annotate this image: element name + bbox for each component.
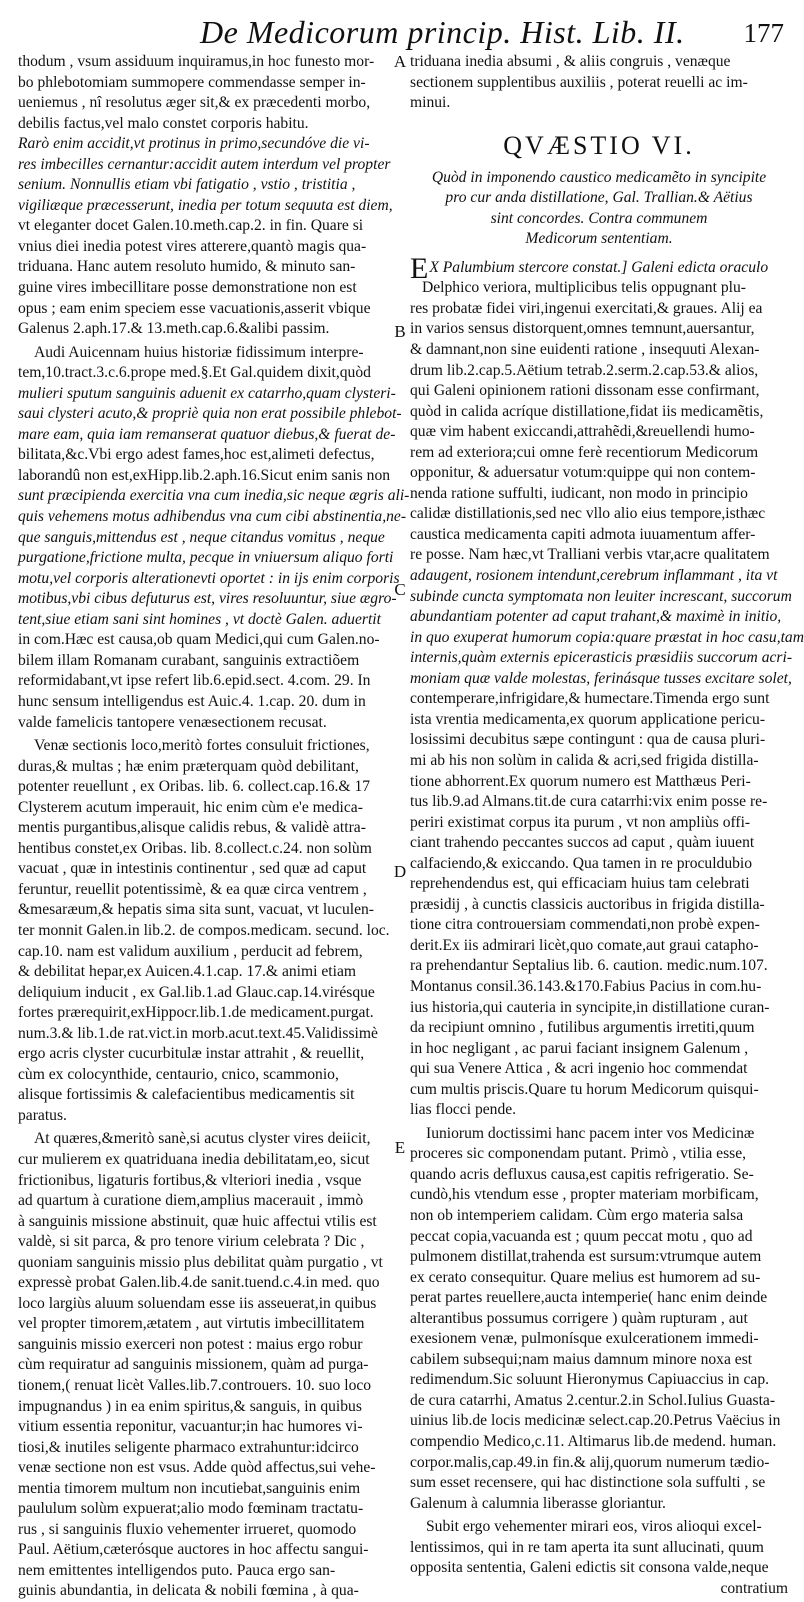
text-line: redimendum.Sic soluunt Hieronymus Capiuaccius in cap. <box>410 1371 770 1389</box>
question-subtitle-line: Medicorum sententiam. <box>525 230 673 248</box>
text-line: sunt præcipienda exercitia vna cum inedia,sic neque ægris ali- <box>18 487 410 505</box>
text-line: loco largiùs aluum soluendam esse iis asseuerat,in quibus <box>18 1294 377 1312</box>
text-line: paratus. <box>18 1106 67 1124</box>
text-line: subinde cuncta symptomata non leuiter increscant, succorum <box>410 587 792 605</box>
text-line: internis,quàm externis epicerasticis præsidiis succorum acri- <box>410 649 793 667</box>
text-line: periri existimat corpus ita purum , vt non ampliùs offi- <box>410 813 751 831</box>
text-line: guine vires imbecillitare posse demonstratione non est <box>18 279 357 297</box>
text-line: tione citra controuersiam commendati,non probè expen- <box>410 916 760 934</box>
text-line: non ob intemperiem calidam. Cùm ergo materia salsa <box>410 1206 744 1224</box>
text-line: potenter reuellunt , ex Oribas. lib. 6. collect.cap.16.& 17 <box>18 778 371 796</box>
text-line: & damnant,non sine euidenti ratione , insequuti Alexan- <box>410 341 760 359</box>
text-line: tem,10.tract.3.c.6.prope med.§.Et Gal.quidem dixit,quòd <box>18 364 371 382</box>
text-line: deliquium inducit , ex Gal.lib.1.ad Glauc.cap.14.virésque <box>18 983 375 1001</box>
text-line: quòd in calida acríque distillatione,fidat iis medicamẽtis, <box>410 402 764 420</box>
text-line: quis vehemens motus adhibendus vna cum cibi abstinentia,ne- <box>18 508 407 526</box>
text-line: reformidabant,vt ipse refert lib.6.epid.sect. 4.com. 29. In <box>18 672 371 690</box>
text-line: reprehendendus est, qui efficaciam huius tam celebrati <box>410 875 750 893</box>
text-line: quando acris defluxus causa,est capitis refrigeratio. Se- <box>410 1165 754 1183</box>
text-line: impugnandus ) in ea enim spiritus,& sanguis, in quibus <box>18 1397 362 1415</box>
text-line: præsidij , à cunctis classicis auctoribus in frigida distilla- <box>410 895 765 913</box>
text-line: in com.Hæc est causa,ob quam Medici,qui cum Galen.no- <box>18 631 380 649</box>
text-line: bilem illam Romanam curabant, sanguinis extractiõem <box>18 651 360 669</box>
text-line: tus lib.9.ad Almans.tit.de cura catarrhi:vix enim posse re- <box>410 793 768 811</box>
text-line: rem ad exteriora;cui omne ferè recentiorum Medicorum <box>410 443 759 461</box>
text-line: de cura catarrhi, Amatus 2.centur.2.in Schol.Iulius Guasta- <box>410 1391 776 1409</box>
text-line: alisque fortissimis & calefacientibus medicamentis sit <box>18 1086 355 1104</box>
text-line: Clysterem acutum imperauit, hic enim cùm e'e medica- <box>18 798 363 816</box>
text-line: mulieri sputum sanguinis aduenit ex catarrho,quam clysteri- <box>18 384 396 402</box>
text-line: Galenus 2.aph.17.& 13.meth.cap.6.&alibi passim. <box>18 320 330 338</box>
text-line: ueniemus , nî resolutus æger sit,& ex præcedenti morbo, <box>18 94 371 112</box>
text-line: triduana. Hanc autem resoluto humido, & minuto san- <box>18 258 356 276</box>
text-line: tent,siue etiam sani sint homines , vt doctè Galen. aduertit <box>18 610 381 628</box>
text-line: que sanguis,mittendus est , neque citandus vomitus , neque <box>18 528 385 546</box>
text-line: uinius lib.de locis medicinæ select.cap.20.Petrus Vaëcius in <box>410 1412 781 1430</box>
text-line: Paul. Aëtium,cæterósque auctores in hoc affectu sangui- <box>18 1541 369 1559</box>
text-line: caustica medicamenta capiti admota iuuamentum affer- <box>410 525 756 543</box>
text-line: pulmonem distillat,trahenda est sursum:vtrumque autem <box>410 1248 762 1266</box>
text-line: perat partes reuellere,aucta intemperie( hanc enim deinde <box>410 1289 768 1307</box>
text-line: cum multis priscis.Quare tu horum Medicorum quisqui- <box>410 1080 759 1098</box>
running-title: De Medicorum princip. Hist. Lib. II. <box>200 14 685 50</box>
text-line: debilis factus,vel malo constet corporis habitu. <box>18 114 309 132</box>
text-line: At quæres,&meritò sanè,si acutus clyster vires deiicit, <box>34 1130 371 1148</box>
text-line: mare eam, quia iam remanserat quatuor diebus,& fuerat de- <box>18 425 396 443</box>
text-line: senium. Nonnullis etiam vbi fatigatio , vstio , tristitia , <box>18 176 356 194</box>
text-line: opus ; eam enim speciem esse vacuationis,asserit vbique <box>18 299 371 317</box>
text-line: cùm ex colocynthide, centaurio, cnico, scammonio, <box>18 1065 339 1083</box>
text-line: à sanguinis missione abstinuit, quæ huic affectui vtilis est <box>18 1212 377 1230</box>
text-line: bilitata,&c.Vbi ergo adest fames,hoc est,alimeti defectus, <box>18 446 375 464</box>
text-line: abundantiam potenter ad caput trahant,& maximè in initio, <box>410 608 782 626</box>
text-line: vel propter timorem,ætatem , aut virtutis imbecillitatem <box>18 1315 365 1333</box>
text-line: laborandû non est,exHipp.lib.2.aph.16.Sicut enim sanis non <box>18 466 391 484</box>
text-line: duras,& multas ; hæ enim præterquam quòd debilitant, <box>18 757 359 775</box>
text-line: valdè, si sit parca, & pro tenore virium celebrata ? Dic , <box>18 1233 365 1251</box>
text-line: motibus,vbi cibus defuturus est, vires resoluuntur, siue ægro- <box>18 590 397 608</box>
text-line: num.3.& lib.1.de rat.vict.in morb.acut.text.45.Validissimè <box>18 1024 378 1042</box>
text-line: res probatæ fidei viri,ingenui exercitati,& graues. Alij ea <box>410 299 763 317</box>
text-line: ius historia,qui cauteria in syncipite,in distillatione curan- <box>410 998 770 1016</box>
text-line: hunc sensum intelligendus est Auic.4. 1.cap. 20. dum in <box>18 692 366 710</box>
text-line: qui sua Venere Attica , & acri ingenio hoc commendat <box>410 1060 748 1078</box>
text-line: Iuniorum doctissimi hanc pacem inter vos Medicinæ <box>426 1124 755 1142</box>
text-line: cundò,his vtendum esse , propter materiam morbificam, <box>410 1186 759 1204</box>
text-line: Galenum à calumnia liberasse gloriantur. <box>410 1494 666 1512</box>
text-line: sectionem supplentibus auxiliis , poterat reuelli ac im- <box>410 73 748 91</box>
text-line <box>410 251 788 285</box>
text-line: feruntur, reuellit potentissimè, & ea quæ circa ventrem , <box>18 880 367 898</box>
text-line: tiosi,& inutiles seligente pharmaco extrahuntur:idcirco <box>18 1438 359 1456</box>
text-line: mentis purgantibus,alisque calidis rebus, & validè attra- <box>18 819 366 837</box>
text-line: vigiliæque præcesserunt, inedia per totum sequuta est diem, <box>18 196 393 214</box>
text-line: qui Galeni opinionem rationi dissonam esse confirmant, <box>410 382 760 400</box>
question-title: QVÆSTIO VI. <box>503 130 695 160</box>
text-line: opponitur, & aduersatur votum:quippe qui non contem- <box>410 464 756 482</box>
text-line: quoniam sanguinis missio plus debilitat quàm purgatio , vt <box>18 1253 383 1271</box>
text-line: lias flocci pende. <box>410 1101 517 1119</box>
text-line: contratium <box>720 1579 788 1597</box>
text-line: losissimi decubitus sæpe contingunt : qua de causa pluri- <box>410 731 766 749</box>
text-line: motu,vel corporis alterationevti oportet : in ijs enim corporis <box>18 569 400 587</box>
text-line: & debilitat hepar,ex Auicen.4.1.cap. 17.& animi etiam <box>18 963 357 981</box>
text-line: saui clysteri acuto,& propriè quia non erat possibile phlebot- <box>18 405 402 423</box>
margin-letter-b: B <box>394 322 406 341</box>
text-line: Rarò enim accidit,vt protinus in primo,secundóve die vi- <box>18 135 370 153</box>
text-line: drum lib.2.cap.5.Aëtium tetrab.2.serm.2.cap.53.& alios, <box>410 361 759 379</box>
text-line: tione abhorrent.Ex quorum numero est Matthæus Peri- <box>410 772 751 790</box>
text-line: mentia timorem multum non incutiebat,sanguinis enim <box>18 1479 361 1497</box>
text-line: expressè probat Galen.lib.4.de sanit.tuend.c.4.in med. quo <box>18 1274 380 1292</box>
text-line: nem emittentes intelligendos puto. Pauca ergo san- <box>18 1561 336 1579</box>
text-line: sanguinis missio exerceri non potest : maius ergo robur <box>18 1335 363 1353</box>
margin-letter-c: C <box>394 580 406 599</box>
text-line: frictionibus, ligaturis fortibus,& vlteriori inedia , vsque <box>18 1171 362 1189</box>
text-line: proceres sic componendam putant. Primò , vtilia esse, <box>410 1145 747 1163</box>
text-line: triduana inedia absumi , & aliis congruis , venæque <box>410 53 731 70</box>
text-line: in quo exuperat humorum copia:quare præstat in hoc casu,tam <box>410 628 804 646</box>
text-line: derit.Ex iis admirari licèt,quo comate,aut graui catapho- <box>410 936 759 954</box>
text-line: re posse. Nam hæc,vt Tralliani verbis vtar,acre qualitatem <box>410 546 770 564</box>
text-line: ex cerato consequitur. Quare melius est humorem ad su- <box>410 1268 761 1286</box>
text-line: calidæ distillationis,sed nec vllo alio eius tempore,isthæc <box>410 505 766 523</box>
text-line: minui. <box>410 94 451 112</box>
text-line: &mesaræum,& hepatis sima sita sunt, vacuat, vt luculen- <box>18 901 374 919</box>
margin-letter-e: E <box>394 1138 406 1157</box>
text-line: opposita sententia, Galeni edictis sit consona valde,neque <box>410 1559 769 1577</box>
text-line: Venæ sectionis loco,meritò fortes consuluit frictiones, <box>34 737 370 755</box>
text-line: cur mulierem ex quatriduana inedia debilitatam,eo, sicut <box>18 1150 370 1168</box>
question-subtitle-line: Quòd in imponendo caustico medicamẽto in syncipite <box>431 168 767 186</box>
text-line: sum esset recensere, qui hac distinctione sola suffulti , se <box>410 1474 766 1492</box>
text-line-content: X Palumbium stercore constat.] Galeni edicta oraculo <box>429 258 769 276</box>
drop-cap: E <box>410 251 429 285</box>
text-line: adaugent, rosionem intendunt,cerebrum inflammant , ita vt <box>410 567 778 585</box>
text-line: in hoc negligant , ac parui faciant insignem Galenum , <box>410 1039 749 1057</box>
text-line: Delphico veriora, multiplicibus telis oppugnant plu- <box>422 279 746 297</box>
left-column <box>18 52 410 1600</box>
page-number: 177 <box>743 18 784 48</box>
text-line: nenda ratione suffulti, iudicant, non modo in principio <box>410 484 748 502</box>
text-line: cabilem subsequi;nam maius damnum minore noxa est <box>410 1350 753 1368</box>
text-line: vacuat , quæ in intestinis continentur , sed quæ ad caput <box>18 860 367 878</box>
question-subtitle-line: sint concordes. Contra communem <box>490 209 708 227</box>
text-line: vitium essentia reponitur, vacuantur;in hac humores vi- <box>18 1418 363 1436</box>
text-line: vt eleganter docet Galen.10.meth.cap.2. in fin. Quare si <box>18 217 364 235</box>
text-line: corpor.malis,cap.49.in fin.& alij,quorum numerum tædio- <box>410 1453 770 1471</box>
text-line: lentissimos, qui in re tam aperta ita sunt allucinati, quum <box>410 1538 764 1556</box>
text-line: cùm requiratur ad sanguinis missionem, quàm ad purga- <box>18 1356 369 1374</box>
text-line: da recipiunt omnino , futilibus argumentis irretiti,quum <box>410 1019 755 1037</box>
text-line: alterantibus possumus corrigere ) quàm rupturam , aut <box>410 1309 748 1327</box>
text-line: mi ab his non solùm in calida & acri,sed frigida distilla- <box>410 751 759 769</box>
page-header <box>0 14 800 54</box>
text-line: paululum solùm expuerat;alio modo fœminam tractatu- <box>18 1500 364 1518</box>
text-line: ter monnit Galen.in lib.2. de compos.medicam. secund. loc. <box>18 921 390 939</box>
question-subtitle-line: pro cur anda distillatione, Gal. Trallian.& Aëtius <box>445 189 753 207</box>
text-line: peccat copia,vacuanda est ; quum peccat motu , quo ad <box>410 1227 753 1245</box>
text-line: compendio Medico,c.11. Altimarus lib.de medend. human. <box>410 1433 777 1450</box>
text-line: bo phlebotomiam summopere commendasse semper in- <box>18 73 366 91</box>
text-line: ra prehendantur Septalius lib. 6. caution. medic.num.107. <box>410 957 768 975</box>
text-line: tionem,( renuat licèt Valles.lib.7.controuers. 10. suo loco <box>18 1377 372 1394</box>
text-line: vnius diei inedia potest vires atterere,quantò magis qua- <box>18 237 367 255</box>
text-line: Montanus consil.36.143.&170.Fabius Pacius in com.hu- <box>410 977 762 995</box>
text-line: rus , si sanguinis fluxio vehementer irrueret, quomodo <box>18 1520 357 1538</box>
text-line: res imbecilles cernantur:accidit autem interdum vel propter <box>18 155 391 173</box>
text-line: purgatione,frictione multa, pecque in vniuersum aliquo forti <box>18 549 394 567</box>
text-line: ad quartum à curatione diem,amplius macerauit , immò <box>18 1192 364 1210</box>
margin-letter-d: D <box>393 862 407 881</box>
text-line: cap.10. nam est validum auxilium , perducit ad febrem, <box>18 942 363 960</box>
text-line: ciant trahendo peccantes succos ad caput , quàm iuuent <box>410 834 755 852</box>
text-line: in varios sensus distorquent,omnes temnunt,auersantur, <box>410 320 755 338</box>
text-line: guinis abundantia, in delicata & nobili fœmina , à qua- <box>18 1582 359 1600</box>
text-line: contemperare,infrigidare,& humectare.Timenda ergo sunt <box>410 690 770 708</box>
text-line: fortes prærequirit,exHippocr.lib.1.de medicament.purgat. <box>18 1004 374 1022</box>
text-line: venæ sectione non est vsus. Adde quòd affectus,sui vehe- <box>18 1459 376 1477</box>
text-line: moniam quæ valde molestas, ferinásque tusses excitare solet, <box>410 669 792 687</box>
text-line: thodum , vsum assiduum inquiramus,in hoc funesto mor- <box>18 53 375 70</box>
text-line: Subit ergo vehementer mirari eos, viros alioqui excel- <box>426 1518 762 1536</box>
text-line: Audi Auicennam huius historiæ fidissimum interpre- <box>34 343 364 361</box>
text-line: hentibus constet,ex Oribas. lib. 8.collect.c.24. non solùm <box>18 839 372 857</box>
text-line: exesionem venæ, pulmonísque exulcerationem immedi- <box>410 1330 759 1348</box>
margin-letter-a: A <box>393 52 407 71</box>
text-line: quæ vim habent exiccandi,attrahẽdi,&reuellendi humo- <box>410 423 755 441</box>
right-column <box>410 52 804 1597</box>
text-line: ergo acris clyster cucurbitulæ instar attrahit , & reuellit, <box>18 1045 365 1063</box>
text-line: ista vrentia medicamenta,ex quorum applicatione pericu- <box>410 710 766 728</box>
text-line: valde famelicis tantopere venæsectionem recusat. <box>18 713 327 731</box>
text-line: calfaciendo,& exiccando. Qua tamen in re proculdubio <box>410 854 753 872</box>
